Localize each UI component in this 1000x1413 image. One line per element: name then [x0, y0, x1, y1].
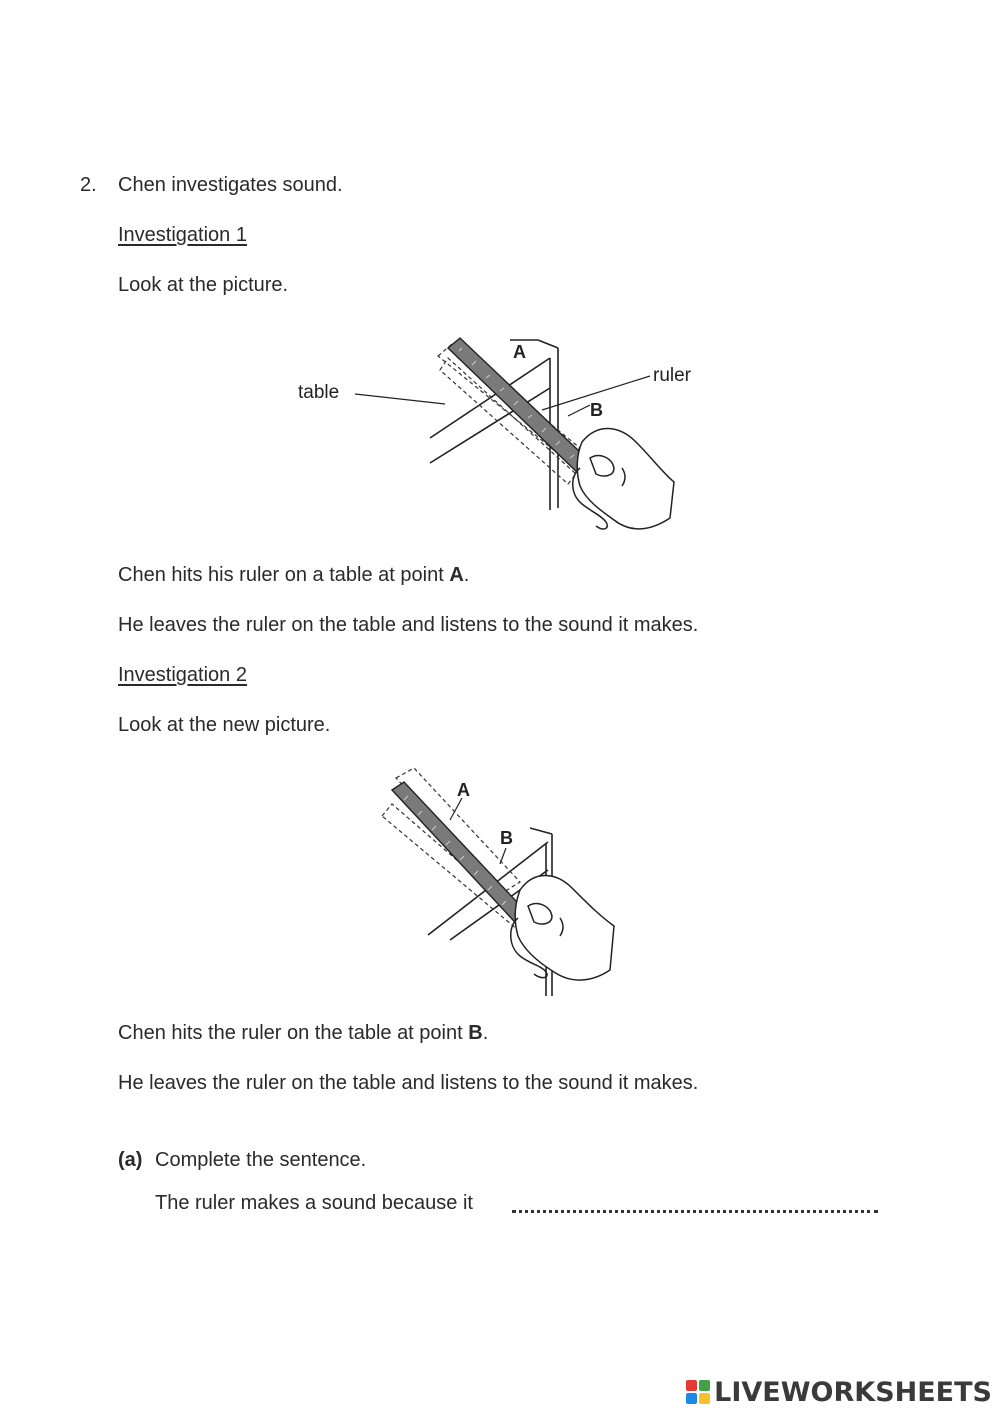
label-point-b: B [590, 400, 603, 420]
hand-drawing [573, 428, 674, 529]
liveworksheets-branding [686, 1376, 992, 1408]
investigation-1-heading: Investigation 1 [118, 224, 247, 246]
point-b-bold: B [468, 1022, 483, 1044]
liveworksheets-logo-icon [686, 1380, 710, 1404]
answer-input[interactable] [512, 1188, 882, 1214]
part-a-prompt: Complete the sentence. [155, 1149, 367, 1171]
part-a-label: (a) [118, 1149, 143, 1171]
label-point-b-2: B [500, 828, 513, 848]
label-point-a: A [513, 342, 526, 362]
label-point-a-2: A [457, 780, 470, 800]
investigation-1-step-2: He leaves the ruler on the table and listens to the sound it makes. [118, 614, 699, 636]
part-a-sentence: The ruler makes a sound because it [155, 1192, 473, 1214]
question-intro: Chen investigates sound. [118, 174, 343, 196]
investigation-2-step-1: Chen hits the ruler on the table at point B. [118, 1022, 489, 1044]
point-a-bold: A [449, 564, 464, 586]
investigation-1-instruction: Look at the picture. [118, 274, 289, 296]
investigation-2-heading: Investigation 2 [118, 664, 247, 686]
investigation-2-instruction: Look at the new picture. [118, 714, 331, 736]
figure-ruler-overhang [370, 760, 640, 1000]
investigation-1-step-1: Chen hits his ruler on a table at point A. [118, 564, 470, 586]
hand-drawing-2 [511, 876, 614, 981]
label-table: table [298, 382, 340, 403]
figure-ruler-at-edge [280, 318, 720, 548]
question-number: 2. [80, 174, 97, 196]
investigation-2-step-2: He leaves the ruler on the table and listens to the sound it makes. [118, 1072, 699, 1094]
label-ruler: ruler [653, 365, 692, 386]
liveworksheets-brand-text: LIVEWORKSHEETS [714, 1376, 992, 1408]
